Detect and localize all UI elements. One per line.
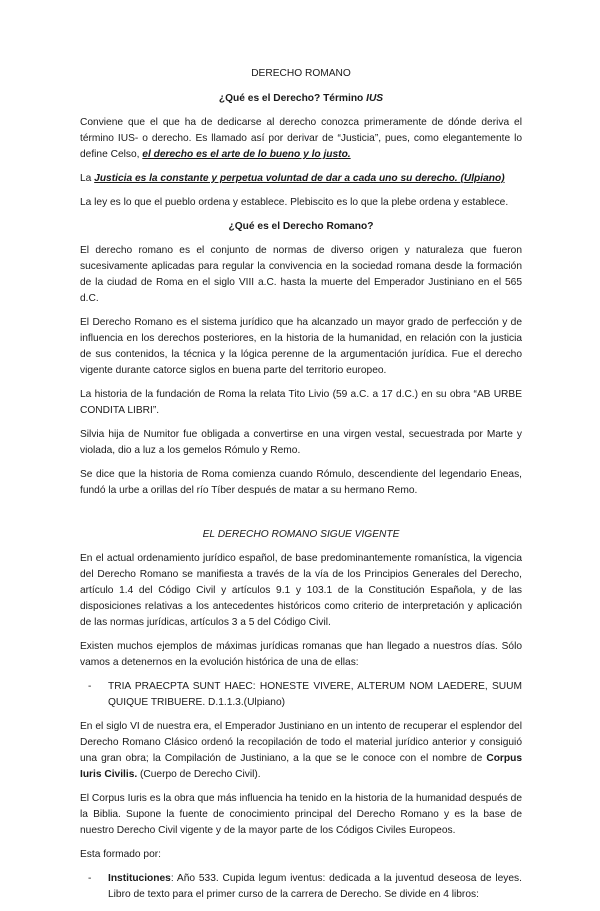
paragraph-justiniano [80,719,522,783]
paragraph-romulo: Se dice que la historia de Roma comienza cuando Rómulo, descendiente del legendario Eneas, fundó la urbe a orillas del río Tíber después de matar a su hermano Remo. [80,469,522,496]
paragraph-maximas: Existen muchos ejemplos de máximas jurídicas romanas que han llegado a nuestros días. Sólo vamos a detenernos en la evolución histórica de una de ellas: [80,641,522,668]
section-title-vigente: EL DERECHO ROMANO SIGUE VIGENTE [202,529,400,540]
list-item-text: TRIA PRAECPTA SUNT HAEC: HONESTE VIVERE, ALTERUM NOM LAEDERE, SUUM QUIQUE TRIBUERE. D.1.1.3.(Ulpiano) [108,681,522,708]
paragraph-formado-por: Esta formado por: [80,849,161,860]
list-item-text: : Año 533. Cupida legum iventus: dedicada a la juventud deseosa de leyes. Libro de texto para el primer curso de la carrera de Derecho. Se divide en 4 libros: [108,873,522,900]
document-title: DERECHO ROMANO [251,68,351,79]
paragraph-ius [80,115,522,163]
paragraph-text: En el siglo VI de nuestra era, el Emperador Justiniano en un intento de recuperar el esplendor del Derecho Romano Clásico ordenó la recopilación de todo el material jurídico anterior y consiguió una gran obra; la Compilación de Justiniano, a la que se le conoce con el nombre de [80,721,522,764]
paragraph-ordenamiento: En el actual ordenamiento jurídico español, de base predominantemente romanística, la vigencia del Derecho Romano se manifiesta a través de la vía de los Principios Generales del Derecho, artículo 1.4 del Código Civil y artículos 9.1 y 103.1 de la Constitución Española, y de las disposiciones relativas a los antecedentes históricos como criterio de interpretación y aplicación de las normas jurídicas, artículos 3 a 5 del Código Civil. [80,553,522,628]
heading-text: ¿Qué es el Derecho? Término [218,93,367,104]
paragraph-corpus-iuris: El Corpus Iuris es la obra que más influencia ha tenido en la historia de la humanidad después de la Biblia. Supone la fuente de conocimiento principal del Derecho Romano y es la base de nuestro Derecho Civil vigente y de la mayor parte de los Códigos Civiles Europeos. [80,793,522,836]
paragraph-tail: (Cuerpo de Derecho Civil). [137,769,261,780]
paragraph-text: Conviene que el que ha de dedicarse al derecho conozca primeramente de dónde deriva el término IUS- o derecho. Es llamado así por derivar de “Justicia”, pues, como elegantemente lo define Celso, [80,117,522,160]
paragraph-bold: Corpus Iuris Civilis. [80,753,522,780]
paragraph-justicia [80,171,522,187]
paragraph-ley: La ley es lo que el pueblo ordena y establece. Plebiscito es lo que la plebe ordena y establece. [80,197,509,208]
paragraph-prefix: La [80,173,95,184]
list-item-instituciones [80,871,522,903]
list-item-bold: Instituciones [108,873,171,884]
section-spacer [80,507,522,527]
list-item-tria-praecepta [80,679,522,711]
heading-que-es-derecho [80,91,522,107]
paragraph-emphasis: Justicia es la constante y perpetua voluntad de dar a cada uno su derecho. (Ulpiano) [94,173,505,184]
list-dash: - [88,873,92,884]
paragraph-sistema-juridico: El Derecho Romano es el sistema jurídico que ha alcanzado un mayor grado de perfección y de influencia en los derechos posteriores, en la historia de la humanidad, en relación con la justicia de sus contenidos, la técnica y la lógica perenne de la argumentación jurídica. Fue el derecho vigente durante catorce siglos en buena parte del territorio europeo. [80,317,522,376]
paragraph-silvia: Silvia hija de Numitor fue obligada a convertirse en una virgen vestal, secuestrada por Marte y violada, dio a luz a los gemelos Rómulo y Remo. [80,429,522,456]
heading-term: IUS [366,93,384,104]
list-dash: - [88,681,92,692]
paragraph-tito-livio: La historia de la fundación de Roma la relata Tito Livio (59 a.C. a 17 d.C.) en su obra “AB URBE CONDITA LIBRI”. [80,389,522,416]
paragraph-emphasis: el derecho es el arte de lo bueno y lo justo. [142,149,351,160]
heading-que-es-derecho-romano: ¿Qué es el Derecho Romano? [228,221,374,232]
paragraph-definicion: El derecho romano es el conjunto de normas de diverso origen y naturaleza que fueron sucesivamente aplicadas para regular la convivencia en la sociedad romana desde la formación de la ciudad de Roma en el siglo VIII a.C. hasta la muerte del Emperador Justiniano en el 565 d.C. [80,245,522,304]
document-body [80,66,522,911]
